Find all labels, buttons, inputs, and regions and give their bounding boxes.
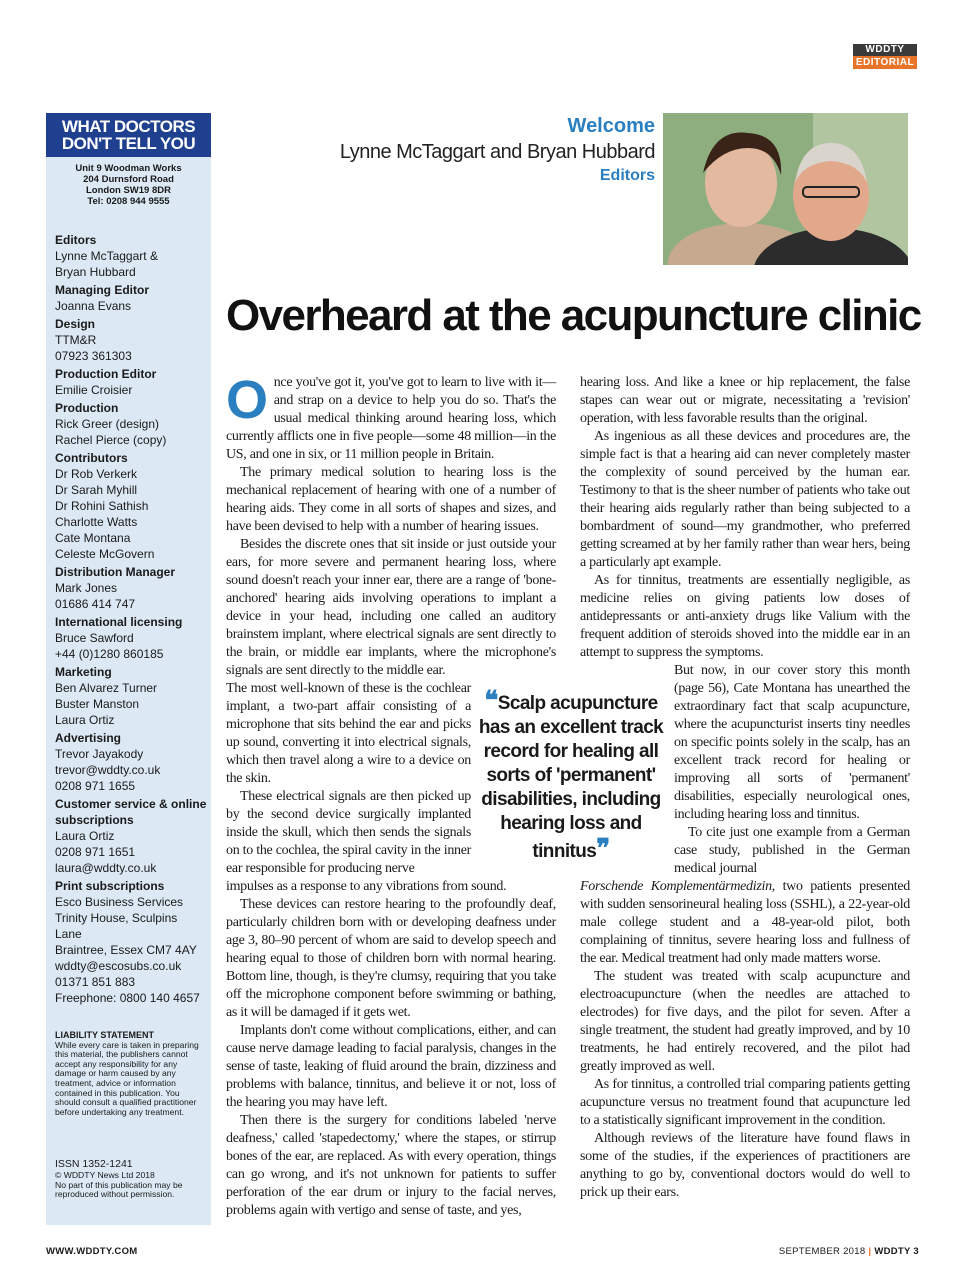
staff-entry: Trevor Jayakody (55, 747, 144, 761)
staff-group (55, 316, 207, 364)
article-paragraph: These electrical signals are then picked up by the second device surgically implanted inside the skull, which then sends the signals on to the cochlea, the spiral cavity in the inner ear responsible for producing nerve (226, 789, 471, 876)
journal-name: Forschende Komplementärmedizin (580, 879, 772, 894)
footer-date: SEPTEMBER 2018 (778, 1246, 866, 1257)
staff-entry: Cate Montana (55, 531, 131, 545)
staff-role: Editors (55, 233, 97, 247)
article-paragraph: The most well-known of these is the cochlear implant, a two-part affair consisting of a microphone that sits behind the ear and picks up sound, converting it into electrical signals, which then travel along a wire to a device on the skin. (226, 681, 471, 786)
editors-label: Editors (599, 167, 655, 184)
staff-group (55, 400, 207, 448)
publisher-address: Unit 9 Woodman Works 204 Durnsford Road London SW19 8DR Tel: 0208 944 9555 (75, 163, 182, 207)
article-column-2 (580, 374, 910, 662)
staff-entry: laura@wddty.co.uk (55, 861, 157, 875)
staff-entry: Dr Rohini Sathish (55, 499, 149, 513)
editors-photo (663, 113, 908, 265)
footer-website: WWW.WDDTY.COM (46, 1246, 138, 1257)
staff-entry: Freephone: 0800 140 4657 (55, 991, 200, 1005)
article-paragraph: hearing loss. And like a knee or hip replacement, the false stapes can wear out or migrate, necessitating a 'revision' operation, with less favorable results than the original. (580, 375, 910, 426)
wddty-logo: WHAT DOCTORS DON'T TELL YOU (46, 113, 211, 157)
close-quote-icon: ❞ (596, 833, 610, 863)
editorial-badge (853, 44, 917, 69)
staff-entry: 01371 851 883 (55, 975, 136, 989)
staff-entry: Laura Ortiz (55, 829, 115, 843)
staff-entry: 0208 971 1655 (55, 779, 136, 793)
article-column-2-narrow (674, 662, 910, 878)
staff-group (55, 664, 207, 728)
footer-page-info (779, 1246, 919, 1257)
staff-entry: Lynne McTaggart & (55, 249, 158, 263)
staff-entry: +44 (0)1280 860185 (55, 647, 164, 661)
issn-block: ISSN 1352-1241 © WDDTY News Ltd 2018 No part of this publication may be reproduced without permission. (55, 1158, 183, 1200)
article-paragraph: But now, in our cover story this month (page 56), Cate Montana has unearthed the extraordinary fact that scalp acupuncture, where the acupuncturist inserts tiny needles on specific points solely in the scalp, has an excellent track record for healing or improving all sorts of 'permanent' disabilities, especially neurological ones, including hearing loss and tinnitus. (674, 663, 910, 822)
article-paragraph (226, 370, 556, 464)
welcome-title: Welcome (567, 115, 655, 137)
article-headline: Overheard at the acupuncture clinic (226, 291, 921, 340)
staff-entry: Dr Sarah Myhill (55, 483, 138, 497)
staff-group (55, 450, 207, 562)
staff-entry: 01686 414 747 (55, 597, 136, 611)
staff-role: Customer service & online subscriptions (55, 797, 207, 827)
editor-names: Lynne McTaggart and Bryan Hubbard (339, 141, 655, 163)
staff-role: Contributors (55, 451, 128, 465)
staff-role: Print subscriptions (55, 879, 165, 893)
staff-entry: Bruce Sawford (55, 631, 134, 645)
article-paragraph: These devices can restore hearing to the profoundly deaf, particularly children born with or developing deafness under age 3, 80–90 percent of whom are said to develop speech and hearing equal to those of children born with normal hearing. Bottom line, though, is they're clumsy, requiring that you take off the microphone component before swimming or bathing, as it will be damaged if it gets wet. (226, 897, 556, 1020)
article-paragraph: As for tinnitus, treatments are essentially negligible, as medicine relies on giving patients low doses of antidepressants or anti-anxiety drugs like Valium with the frequent addition of steroids shoved into the middle ear in an attempt to suppress the symptoms. (580, 573, 910, 660)
pull-quote-text: Scalp acupuncture has an excellent track record for healing all sorts of 'permanent' disabilities, including hearing loss and tinnitus (478, 693, 664, 862)
staff-entry: Dr Rob Verkerk (55, 467, 138, 481)
staff-entry: Laura Ortiz (55, 713, 115, 727)
staff-entry: Joanna Evans (55, 299, 132, 313)
staff-group (55, 796, 207, 876)
drop-cap: O (226, 370, 268, 430)
staff-group (55, 366, 207, 398)
staff-entry: Rachel Pierce (copy) (55, 433, 167, 447)
badge-wddty: WDDTY (853, 44, 917, 56)
article-paragraph: The primary medical solution to hearing loss is the mechanical replacement of hearing with one of a number of hearing aids. They come in all sorts of shapes and sizes, and have been devised to help with a number of hearing issues. (226, 465, 556, 534)
article-paragraph: To cite just one example from a German case study, published in the German medical journal (674, 825, 910, 876)
staff-entry: Celeste McGovern (55, 547, 155, 561)
staff-group (55, 282, 207, 314)
staff-entry: 0208 971 1651 (55, 845, 136, 859)
staff-entry: Ben Alvarez Turner (55, 681, 158, 695)
staff-role: Production Editor (55, 367, 157, 381)
staff-group (55, 730, 207, 794)
masthead-sidebar (46, 113, 211, 1225)
staff-entry: trevor@wddty.co.uk (55, 763, 161, 777)
staff-entry: wddty@escosubs.co.uk (55, 959, 182, 973)
article-column-1-narrow (226, 680, 471, 878)
staff-entry: Trinity House, Sculpins Lane (55, 911, 178, 941)
article-paragraph: impulses as a response to any vibrations from sound. (226, 879, 507, 894)
staff-group (55, 232, 207, 280)
open-quote-icon: ❝ (484, 685, 498, 715)
staff-entry: Rick Greer (design) (55, 417, 160, 431)
article-paragraph: As for tinnitus, a controlled trial comparing patients getting acupuncture versus no treatment found that acupuncture led to a statistically significant improvement in the condition. (580, 1077, 910, 1128)
staff-entry: TTM&R (55, 333, 97, 347)
article-column-1 (226, 370, 556, 680)
article-column-2-lower (580, 878, 910, 1202)
badge-editorial: EDITORIAL (853, 56, 917, 69)
staff-role: Production (55, 401, 119, 415)
article-paragraph: Besides the discrete ones that sit inside or just outside your ears, for more severe and permanent hearing loss, where sound doesn't reach your inner ear, there are a range of 'bone-anchored' hearing aids involving operations to implant a device in your head, including one called an auditory brainstem implant, where electrical signals are sent directly to the brain, or middle ear implants, where the microphone's signals are sent directly to the middle ear. (226, 537, 556, 678)
staff-entry: 07923 361303 (55, 349, 132, 363)
staff-entry: Esco Business Services (55, 895, 184, 909)
staff-group (55, 614, 207, 662)
staff-role: Managing Editor (55, 283, 149, 297)
staff-group (55, 564, 207, 612)
editors-portrait-icon (663, 113, 908, 265)
article-intro-text: nce you've got it, you've got to learn to live with it—and strap on a device to help you do so. That's the usual medical thinking around hearing loss, which currently afflicts one in five people—some 48 million—in the US, and one in six, or 11 million people in Britain. (226, 375, 556, 462)
article-paragraph: Implants don't come without complications, either, and can cause nerve damage leading to facial paralysis, changes in the sense of taste, leaking of fluid around the brain, dizziness and problems with balance, tinnitus, and believe it or not, loss of the hearing you may have left. (226, 1023, 556, 1110)
article-paragraph: Although reviews of the literature have found flaws in some of the studies, if the experiences of practitioners are anything to go by, conventional doctors would do well to prick up their ears. (580, 1131, 910, 1200)
staff-role: Marketing (55, 665, 112, 679)
article-paragraph: The student was treated with scalp acupuncture and electroacupuncture (when the needles are attached to electrodes) for five days, and the pilot for seven. After a single treatment, the student had greatly improved, and by 10 treatments, he had entirely recovered, and the pilot had greatly improved as well. (580, 969, 910, 1074)
staff-entry: Buster Manston (55, 697, 140, 711)
staff-role: Distribution Manager (55, 565, 176, 579)
staff-role: Advertising (55, 731, 122, 745)
pull-quote (476, 685, 666, 864)
liability-statement: LIABILITY STATEMENT While every care is taken in preparing this material, the publishers cannot accept any responsibility for any damage or harm caused by any treatment, advice or information contained in this publication. You should consult a qualified practitioner before undertaking any treatment. (55, 1030, 199, 1117)
staff-entry: Bryan Hubbard (55, 265, 136, 279)
footer-separator: | (868, 1246, 872, 1257)
article-paragraph: Then there is the surgery for conditions labeled 'nerve deafness,' called 'stapedectomy,' where the stapes, or stirrup bones of the ear, are replaced. As with every operation, things can go wrong, and it's not unknown for patients to suffer perforation of the ear drum or injury to the facial nerves, problems again with vertigo and sense of taste, and yes, (226, 1113, 556, 1218)
staff-role: Design (55, 317, 96, 331)
welcome-header (340, 113, 655, 187)
staff-entry: Charlotte Watts (55, 515, 138, 529)
article-paragraph: As ingenious as all these devices and procedures are, the simple fact is that a hearing aid can never completely master the complexity of sound perceived by the human ear. Testimony to that is the sheer number of patients who take out their hearing aids regularly rather than being subjected to a bombardment of sound—my grandmother, who preferred getting screamed at by her family rather than wear hers, being a particularly apt example. (580, 429, 910, 570)
article-paragraph: Forschende Komplementärmedizin, two patients presented with sudden sensorineural healing loss (SSHL), a 22-year-old male college student and a 48-year-old pilot, both complaining of tinnitus, severe hearing loss and fullness of the ear. Medical treatment had only made matters worse. (580, 879, 910, 966)
staff-entry: Mark Jones (55, 581, 118, 595)
staff-role: International licensing (55, 615, 183, 629)
article-column-1-lower (226, 878, 556, 1220)
staff-entry: Braintree, Essex CM7 4AY (55, 943, 197, 957)
staff-group (55, 878, 207, 1006)
staff-entry: Emilie Croisier (55, 383, 133, 397)
staff-list (55, 232, 207, 1008)
footer-page-number: WDDTY 3 (874, 1246, 919, 1257)
